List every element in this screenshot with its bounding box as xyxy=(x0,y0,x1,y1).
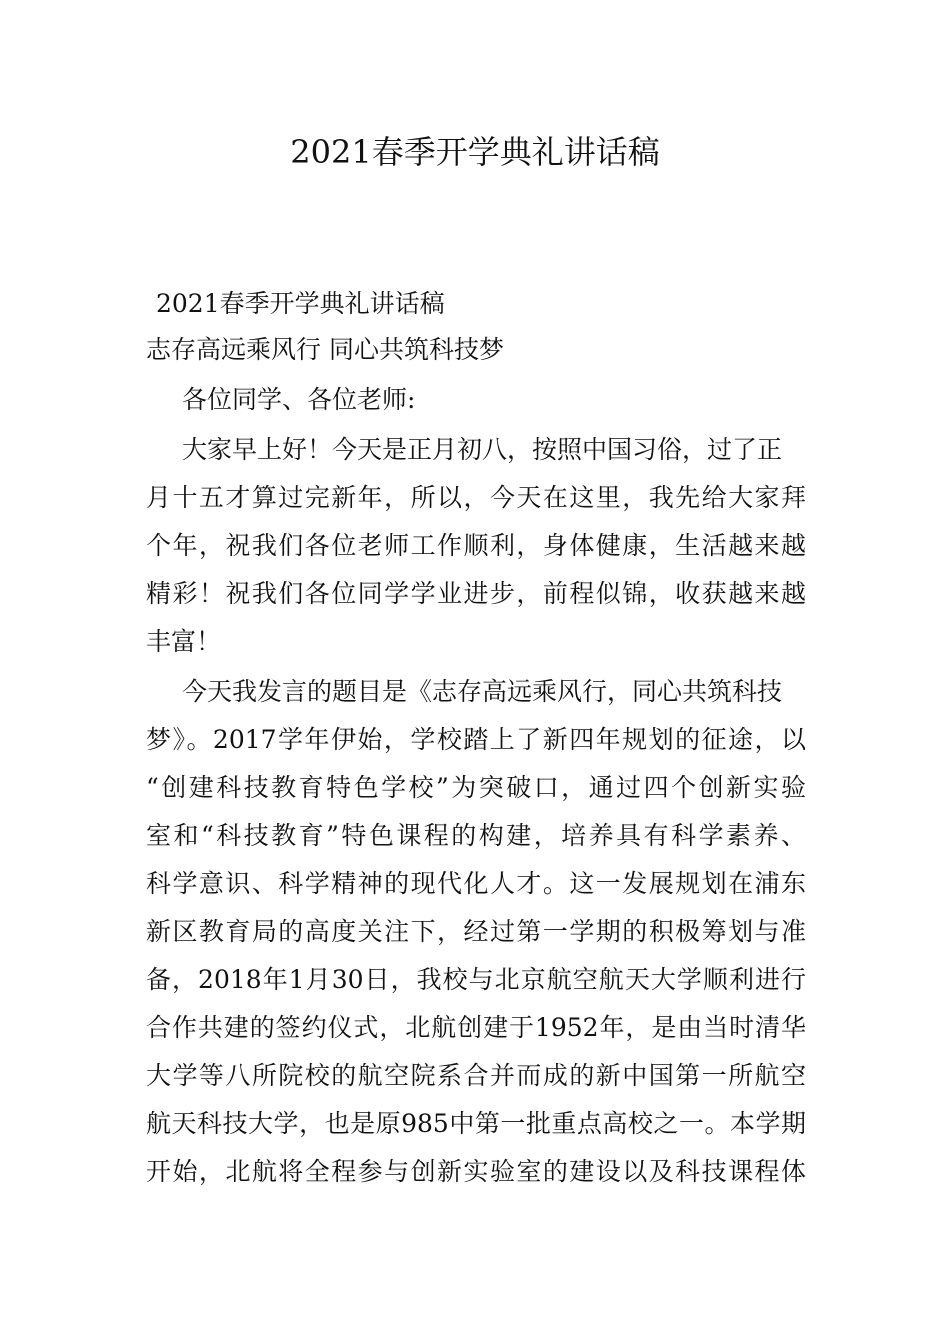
body-line: 大家早上好！今天是正月初八，按照中国习俗，过了正 xyxy=(182,435,783,464)
body-line: “创建科技教育特色学校”为突破口，通过四个创新实验 xyxy=(146,773,806,802)
subtitle-line: 2021春季开学典礼讲话稿 xyxy=(156,289,445,318)
greeting-line: 各位同学、各位老师: xyxy=(182,385,416,414)
body-line: 合作共建的签约仪式，北航创建于1952年，是由当时清华 xyxy=(146,1013,806,1042)
body-line: 梦》。2017学年伊始，学校踏上了新四年规划的征途，以 xyxy=(146,725,806,754)
body-line: 开始，北航将全程参与创新实验室的建设以及科技课程体 xyxy=(146,1157,806,1186)
body-line: 精彩！祝我们各位同学学业进步，前程似锦，收获越来越 xyxy=(146,579,806,608)
body-line: 航天科技大学，也是原985中第一批重点高校之一。本学期 xyxy=(146,1109,806,1138)
body-line: 个年，祝我们各位老师工作顺利，身体健康，生活越来越 xyxy=(146,531,806,560)
theme-line: 志存高远乘风行 同心共筑科技梦 xyxy=(146,335,504,364)
body-line: 月十五才算过完新年，所以，今天在这里，我先给大家拜 xyxy=(146,483,806,512)
body-line: 今天我发言的题目是《志存高远乘风行，同心共筑科技 xyxy=(182,677,783,706)
body-line: 备，2018年1月30日，我校与北京航空航天大学顺利进行 xyxy=(146,965,806,994)
body-line: 新区教育局的高度关注下，经过第一学期的积极筹划与准 xyxy=(146,917,806,946)
body-line: 室和“科技教育”特色课程的构建，培养具有科学素养、 xyxy=(146,821,806,850)
body-line: 科学意识、科学精神的现代化人才。这一发展规划在浦东 xyxy=(146,869,806,898)
body-line: 大学等八所院校的航空院系合并而成的新中国第一所航空 xyxy=(146,1061,806,1090)
document-title: 2021春季开学典礼讲话稿 xyxy=(290,133,660,171)
body-line: 丰富！ xyxy=(146,627,222,656)
